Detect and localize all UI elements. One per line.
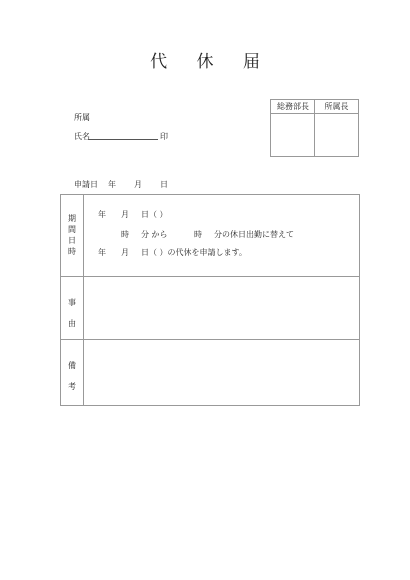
application-date-month: 月 <box>134 180 142 189</box>
remarks-label <box>61 355 83 397</box>
remarks-label-char: 備 <box>68 361 76 370</box>
name-underline[interactable] <box>88 139 158 140</box>
period-line2-hour: 時 <box>121 230 129 239</box>
application-date-day: 日 <box>160 180 168 189</box>
name-label: 氏名 <box>74 132 90 141</box>
reason-row <box>61 276 359 339</box>
period-label-char: 間 <box>68 225 76 234</box>
form-title: 代 休 届 <box>150 52 272 72</box>
period-line3-year: 年 <box>98 248 106 257</box>
request-table <box>60 194 360 406</box>
affiliation-label: 所属 <box>74 113 90 122</box>
stamp-area-department-head[interactable] <box>315 114 358 156</box>
approval-header-general-affairs: 総務部長 <box>271 100 315 114</box>
period-line1-month: 月 <box>121 210 129 219</box>
remarks-label-char: 考 <box>68 382 76 391</box>
reason-input-area[interactable] <box>84 277 359 339</box>
period-line1-day: 日（ ） <box>141 210 168 219</box>
reason-label-char: 事 <box>68 298 76 307</box>
stamp-area-general-affairs[interactable] <box>271 114 314 156</box>
period-label-char: 期 <box>68 214 76 223</box>
period-label <box>61 213 83 257</box>
period-line2-hour2: 時 <box>194 230 202 239</box>
period-row <box>61 195 359 276</box>
period-line2-minute: 分 から <box>141 230 168 239</box>
seal-mark: 印 <box>160 132 168 141</box>
period-line3-day: 日（ ）の代休を申請します。 <box>141 248 247 257</box>
period-line1-year: 年 <box>98 210 106 219</box>
period-label-char: 日 <box>68 236 76 245</box>
period-line3-month: 月 <box>121 248 129 257</box>
approval-stamp-box <box>270 99 359 157</box>
reason-label <box>61 292 83 334</box>
application-date-label: 申請日 <box>74 180 98 189</box>
period-label-char: 時 <box>68 247 76 256</box>
reason-label-char: 由 <box>68 319 76 328</box>
application-date-year: 年 <box>108 180 116 189</box>
remarks-row <box>61 339 359 405</box>
approval-header-department-head: 所属長 <box>315 100 358 114</box>
period-line2-rest: 分の休日出勤に替えて <box>214 230 294 239</box>
remarks-input-area[interactable] <box>84 340 359 404</box>
